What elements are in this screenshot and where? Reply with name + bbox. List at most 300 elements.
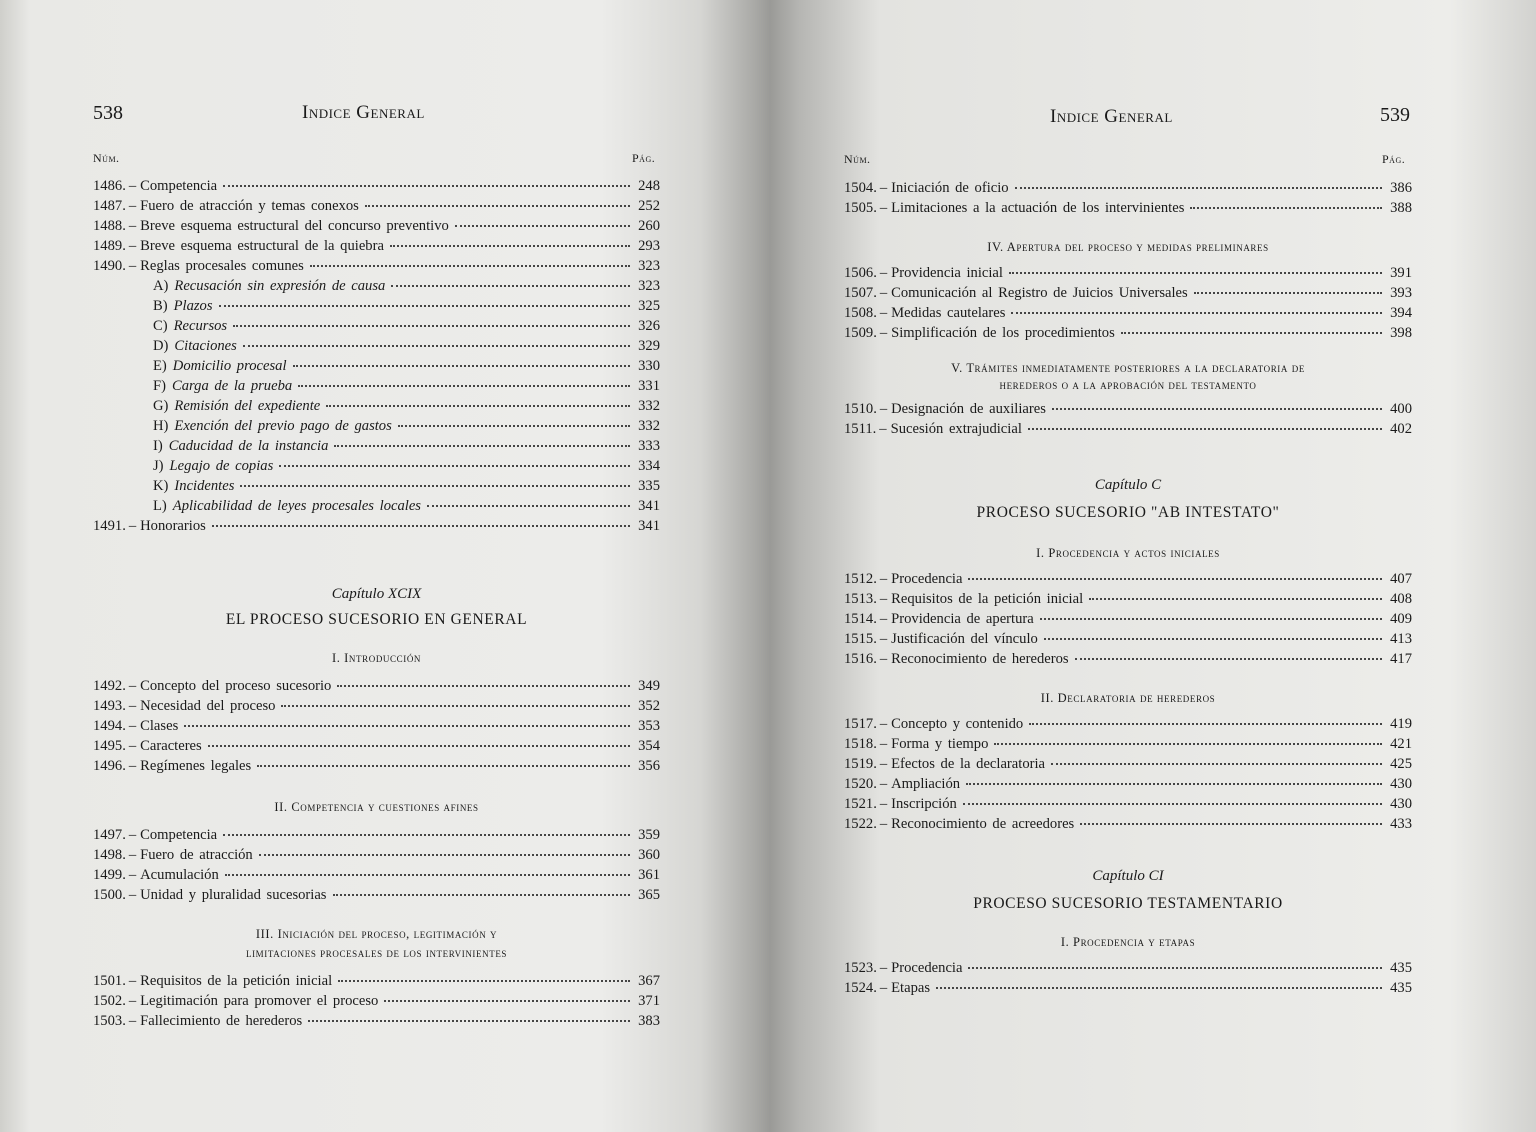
dot-leader [338,979,630,982]
entry-number: 1521. [844,796,877,812]
dot-leader [281,704,630,707]
entry-page: 325 [638,298,660,314]
entry-dash: – [879,651,888,667]
entry-group [844,178,1412,218]
section-heading: IV. Apertura del proceso y medidas preliminares [987,240,1269,254]
entry-number: 1517. [844,716,877,732]
pag-column-label: Pág. [632,151,656,165]
pag-column-label: Pág. [1382,152,1406,166]
chapter-title: PROCESO SUCESORIO TESTAMENTARIO [973,895,1283,912]
index-entry [93,736,660,756]
entry-number: 1515. [844,631,877,647]
dot-leader [184,724,630,727]
entry-title: Breve esquema estructural de la quiebra [140,238,384,254]
entry-group [93,516,660,536]
index-entry [93,825,660,845]
entry-dash: – [128,973,137,989]
entry-dash: – [128,218,137,234]
index-subentry [93,436,660,456]
entry-title: Sucesión extrajudicial [890,421,1022,437]
entry-group [844,569,1412,669]
entry-page: 248 [638,178,660,194]
entry-number: 1511. [844,421,877,437]
running-head: Indice General [302,102,425,123]
dot-leader [257,764,630,767]
section-heading: I. Procedencia y etapas [1060,935,1196,949]
index-entry [844,569,1412,589]
index-entry [93,196,660,216]
index-subentry [93,296,660,316]
entry-dash: – [879,816,888,832]
subentry-title: Recursos [173,318,228,334]
index-entry [93,971,660,991]
running-head: Indice General [1050,106,1173,127]
dot-leader [1052,407,1382,410]
entry-title: Fuero de atracción y temas conexos [140,198,359,214]
entry-number: 1524. [844,980,877,996]
dot-leader [968,966,1382,969]
entry-dash: – [128,887,137,903]
entry-page: 409 [1390,611,1412,627]
dot-leader [310,264,630,267]
entry-dash: – [879,571,888,587]
entry-page: 391 [1390,265,1412,281]
entry-number: 1488. [93,218,126,234]
entry-title: Designación de auxiliares [891,401,1046,417]
num-column-label: Núm. [844,152,871,166]
entry-dash: – [879,265,888,281]
entry-page: 329 [638,338,660,354]
section-heading-line2: limitaciones procesales de los intervinientes [245,946,508,960]
entry-number: 1494. [93,718,126,734]
entry-page: 352 [638,698,660,714]
entry-number: 1502. [93,993,126,1009]
entry-number: 1505. [844,200,877,216]
entry-number: 1508. [844,305,877,321]
entry-dash: – [879,611,888,627]
dot-leader [391,284,630,287]
dot-leader [1075,657,1382,660]
entry-number: 1522. [844,816,877,832]
index-entry [844,774,1412,794]
subentry-title: Legajo de copias [169,458,274,474]
dot-leader [337,684,630,687]
dot-leader [333,893,631,896]
entry-title: Caracteres [140,738,202,754]
entry-number: 1514. [844,611,877,627]
dot-leader [398,424,630,427]
entry-title: Clases [140,718,179,734]
index-entry [844,419,1412,439]
entry-page: 326 [638,318,660,334]
entry-page: 353 [638,718,660,734]
entry-page: 398 [1390,325,1412,341]
entry-dash: – [128,827,137,843]
entry-title: Simplificación de los procedimientos [891,325,1115,341]
subentry-title: Carga de la prueba [171,378,293,394]
dot-leader [384,999,630,1002]
entry-dash: – [128,758,137,774]
entry-group [844,263,1412,343]
entry-title: Concepto y contenido [891,716,1024,732]
entry-page: 383 [638,1013,660,1029]
dot-leader [968,577,1382,580]
entry-group [93,971,660,1031]
dot-leader [1029,722,1382,725]
entry-dash: – [128,198,137,214]
dot-leader [334,444,630,447]
entry-title: Acumulación [140,867,219,883]
dot-leader [1028,427,1382,430]
index-entry [844,303,1412,323]
entry-number: 1516. [844,651,877,667]
entry-page: 356 [638,758,660,774]
entry-dash: – [128,867,137,883]
entry-page: 394 [1390,305,1412,321]
index-entry [844,323,1412,343]
entry-dash: – [879,285,888,301]
entry-page: 331 [638,378,660,394]
index-entry [93,716,660,736]
entry-page: 354 [638,738,660,754]
entry-group [844,958,1412,998]
index-entry [844,399,1412,419]
dot-leader [1089,597,1382,600]
index-entry [93,991,660,1011]
entry-title: Justificación del vínculo [891,631,1038,647]
subentry-letter: B) [153,298,168,314]
entry-title: Etapas [891,980,931,996]
entry-title: Competencia [140,178,218,194]
index-subentry [93,456,660,476]
entry-dash: – [128,718,137,734]
subentry-title: Exención del previo pago de gastos [174,418,392,434]
entry-page: 349 [638,678,660,694]
entry-title: Limitaciones a la actuación de los intervinientes [891,200,1185,216]
entry-title: Necesidad del proceso [140,698,276,714]
subentry-title: Domicilio procesal [172,358,287,374]
index-entry [93,756,660,776]
subentry-title: Remisión del expediente [174,398,321,414]
entry-number: 1519. [844,756,877,772]
entry-number: 1495. [93,738,126,754]
section-heading: II. Competencia y cuestiones afines [274,800,479,814]
entry-title: Procedencia [891,960,963,976]
entry-title: Legitimación para promover el proceso [140,993,379,1009]
dot-leader [1051,762,1382,765]
entry-title: Requisitos de la petición inicial [891,591,1084,607]
index-entry [93,236,660,256]
entry-title: Competencia [140,827,218,843]
dot-leader [963,802,1382,805]
index-subentry [93,416,660,436]
entry-number: 1513. [844,591,877,607]
entry-number: 1489. [93,238,126,254]
dot-leader [455,224,630,227]
dot-leader [1121,331,1382,334]
chapter-title: EL PROCESO SUCESORIO EN GENERAL [225,611,528,628]
entry-number: 1503. [93,1013,126,1029]
entry-dash: – [128,698,137,714]
entry-page: 365 [638,887,660,903]
entry-group [844,714,1412,834]
entry-page: 393 [1390,285,1412,301]
entry-page: 334 [638,458,660,474]
entry-number: 1510. [844,401,877,417]
subentry-title: Incidentes [174,478,235,494]
entry-group [93,825,660,905]
entry-page: 323 [638,278,660,294]
entry-number: 1512. [844,571,877,587]
entry-title: Reconocimiento de herederos [891,651,1069,667]
index-entry [844,283,1412,303]
entry-page: 371 [638,993,660,1009]
entry-number: 1520. [844,776,877,792]
entry-page: 341 [638,498,660,514]
dot-leader [1194,291,1382,294]
entry-dash: – [128,738,137,754]
entry-number: 1506. [844,265,877,281]
subentry-letter: K) [153,478,169,494]
dot-leader [225,873,630,876]
index-entry [93,865,660,885]
index-entry [844,178,1412,198]
entry-dash: – [879,180,888,196]
dot-leader [365,204,630,207]
index-entry [844,794,1412,814]
entry-title: Efectos de la declaratoria [891,756,1046,772]
entry-dash: – [879,325,888,341]
entry-number: 1498. [93,847,126,863]
dot-leader [233,324,630,327]
right-page [770,0,1536,1132]
entry-dash: – [879,980,888,996]
subentry-title: Citaciones [174,338,237,354]
chapter-label: Capítulo CI [1092,868,1164,884]
entry-page: 252 [638,198,660,214]
index-entry [93,256,660,276]
entry-title: Reglas procesales comunes [140,258,304,274]
dot-leader [208,744,630,747]
entry-page: 430 [1390,796,1412,812]
index-entry [844,629,1412,649]
index-entry [93,176,660,196]
entry-dash: – [879,305,888,321]
entry-group [93,176,660,276]
dot-leader [223,184,630,187]
entry-dash: – [128,518,137,534]
index-subentry [93,496,660,516]
entry-title: Medidas cautelares [891,305,1006,321]
page-number: 538 [93,102,123,124]
entry-title: Inscripción [891,796,957,812]
entry-page: 419 [1390,716,1412,732]
dot-leader [1011,311,1382,314]
subentry-letter: D) [153,338,169,354]
index-entry [844,734,1412,754]
entry-title: Ampliación [891,776,961,792]
entry-page: 417 [1390,651,1412,667]
section-heading-line2: herederos o a la aprobación del testamento [999,378,1257,392]
entry-title: Breve esquema estructural del concurso preventivo [140,218,449,234]
entry-page: 421 [1390,736,1412,752]
entry-page: 360 [638,847,660,863]
entry-title: Concepto del proceso sucesorio [140,678,332,694]
entry-page: 330 [638,358,660,374]
index-entry [844,978,1412,998]
entry-page: 400 [1390,401,1412,417]
entry-number: 1504. [844,180,877,196]
index-subentry [93,316,660,336]
right-index [844,178,1412,998]
entry-page: 332 [638,418,660,434]
subentry-letter: L) [153,498,167,514]
index-entry [93,696,660,716]
entry-number: 1493. [93,698,126,714]
dot-leader [212,524,630,527]
index-entry [93,885,660,905]
index-entry [93,845,660,865]
entry-dash: – [879,776,888,792]
dot-leader [293,364,630,367]
index-subentry [93,276,660,296]
entry-number: 1496. [93,758,126,774]
entry-page: 323 [638,258,660,274]
dot-leader [219,304,630,307]
entry-page: 408 [1390,591,1412,607]
entry-page: 367 [638,973,660,989]
entry-title: Honorarios [140,518,206,534]
entry-dash: – [128,678,137,694]
entry-group [844,399,1412,439]
dot-leader [298,384,630,387]
index-entry [93,216,660,236]
entry-dash: – [879,756,888,772]
page-number: 539 [1380,104,1410,126]
dot-leader [966,782,1382,785]
entry-page: 402 [1390,421,1412,437]
entry-title: Unidad y pluralidad sucesorias [140,887,327,903]
entry-page: 435 [1390,960,1412,976]
entry-dash: – [879,631,888,647]
index-subentry [93,336,660,356]
index-entry [844,814,1412,834]
dot-leader [390,244,630,247]
entry-number: 1491. [93,518,126,534]
entry-dash: – [879,401,888,417]
dot-leader [936,986,1382,989]
dot-leader [1015,186,1382,189]
subentry-title: Recusación sin expresión de causa [174,278,386,294]
index-entry [844,198,1412,218]
entry-title: Providencia inicial [891,265,1003,281]
entry-dash: – [128,847,137,863]
index-subentry [93,356,660,376]
chapter-label: Capítulo C [1094,477,1162,493]
entry-page: 335 [638,478,660,494]
dot-leader [1040,617,1382,620]
entry-number: 1509. [844,325,877,341]
dot-leader [427,504,630,507]
entry-title: Regímenes legales [140,758,252,774]
chapter-title: PROCESO SUCESORIO "AB INTESTATO" [976,504,1280,521]
entry-page: 413 [1390,631,1412,647]
index-entry [93,676,660,696]
subentry-letter: H) [153,418,169,434]
entry-title: Comunicación al Registro de Juicios Universales [891,285,1188,301]
entry-page: 407 [1390,571,1412,587]
entry-title: Fallecimiento de herederos [140,1013,303,1029]
entry-dash: – [128,258,137,274]
entry-dash: – [879,200,888,216]
entry-page: 430 [1390,776,1412,792]
subentry-letter: F) [153,378,166,394]
entry-page: 361 [638,867,660,883]
entry-title: Iniciación de oficio [891,180,1009,196]
entry-title: Procedencia [891,571,963,587]
dot-leader [326,404,630,407]
entry-page: 260 [638,218,660,234]
entry-group [93,676,660,776]
entry-title: Fuero de atracción [140,847,253,863]
entry-number: 1518. [844,736,877,752]
entry-page: 341 [638,518,660,534]
section-heading: II. Declaratoria de herederos [1040,691,1216,705]
entry-page: 435 [1390,980,1412,996]
entry-dash: – [879,960,888,976]
entry-number: 1507. [844,285,877,301]
subentry-letter: C) [153,318,168,334]
entry-page: 293 [638,238,660,254]
subentry-letter: G) [153,398,169,414]
dot-leader [240,484,630,487]
entry-number: 1486. [93,178,126,194]
num-column-label: Núm. [93,151,120,165]
entry-page: 388 [1390,200,1412,216]
dot-leader [279,464,630,467]
dot-leader [308,1019,630,1022]
entry-dash: – [128,993,137,1009]
entry-number: 1490. [93,258,126,274]
subentry-letter: A) [153,278,169,294]
entry-title: Forma y tiempo [891,736,989,752]
index-entry [844,589,1412,609]
index-subentry [93,396,660,416]
entry-dash: – [879,421,887,437]
entry-number: 1487. [93,198,126,214]
index-entry [844,958,1412,978]
subentry-title: Plazos [173,298,213,314]
entry-title: Providencia de apertura [891,611,1034,627]
entry-page: 332 [638,398,660,414]
index-entry [844,754,1412,774]
index-subentry [93,476,660,496]
subentry-title: Aplicabilidad de leyes procesales locales [172,498,421,514]
entry-page: 333 [638,438,660,454]
subentry-letter: J) [153,458,164,474]
entry-number: 1492. [93,678,126,694]
section-heading: I. Introducción [331,651,422,665]
entry-number: 1497. [93,827,126,843]
dot-leader [994,742,1382,745]
dot-leader [243,344,630,347]
entry-number: 1499. [93,867,126,883]
entry-page: 359 [638,827,660,843]
entry-page: 425 [1390,756,1412,772]
subentry-letter: E) [153,358,167,374]
index-entry [844,609,1412,629]
entry-number: 1523. [844,960,877,976]
